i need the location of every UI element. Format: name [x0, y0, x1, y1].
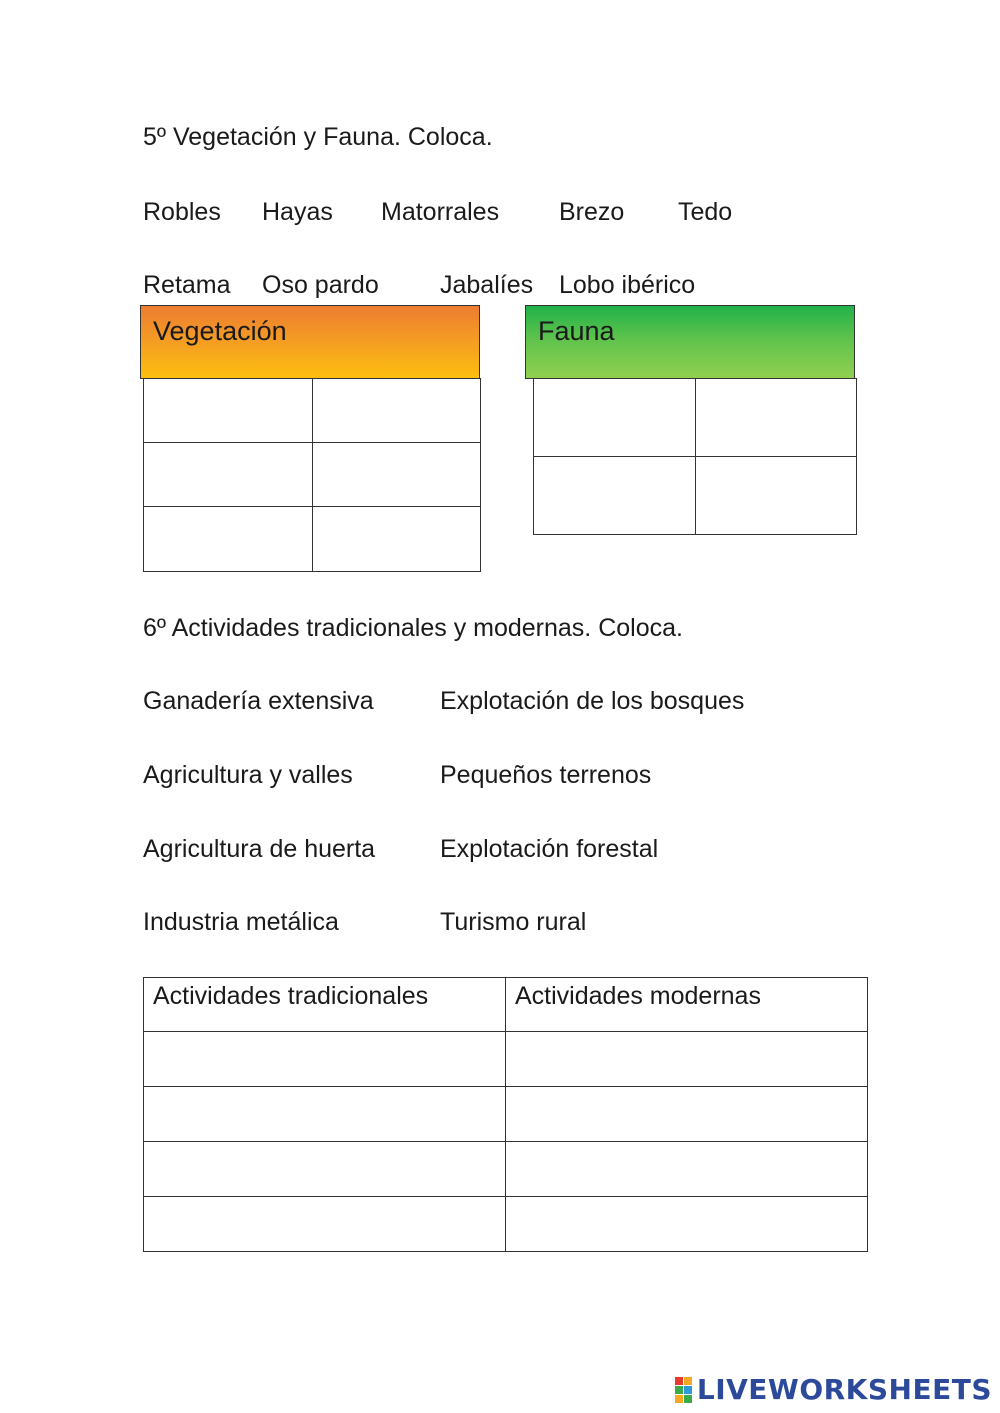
activity-agricultura-valles[interactable]: Agricultura y valles	[143, 761, 353, 789]
activity-pequenos-terrenos[interactable]: Pequeños terrenos	[440, 761, 652, 789]
traditional-drop-cell[interactable]	[144, 1032, 506, 1087]
liveworksheets-icon	[675, 1377, 692, 1403]
activity-explotacion-bosques[interactable]: Explotación de los bosques	[440, 687, 745, 715]
traditional-drop-cell[interactable]	[144, 1197, 506, 1252]
word-jabalies[interactable]: Jabalíes	[440, 271, 534, 299]
word-brezo[interactable]: Brezo	[559, 198, 625, 226]
fauna-drop-cell[interactable]	[696, 457, 857, 535]
modern-drop-cell[interactable]	[506, 1197, 868, 1252]
vegetation-drop-cell[interactable]	[313, 443, 481, 507]
word-oso-pardo[interactable]: Oso pardo	[262, 271, 379, 299]
section6-title: 6º Actividades tradicionales y modernas. Coloca.	[143, 614, 683, 642]
vegetation-drop-cell[interactable]	[144, 443, 313, 507]
liveworksheets-wordmark: LIVEWORKSHEETS	[696, 1373, 992, 1406]
section5-title: 5º Vegetación y Fauna. Coloca.	[143, 123, 493, 151]
vegetation-drop-cell[interactable]	[144, 379, 313, 443]
modern-drop-cell[interactable]	[506, 1087, 868, 1142]
vegetation-drop-cell[interactable]	[313, 507, 481, 572]
word-lobo-iberico[interactable]: Lobo ibérico	[559, 271, 696, 299]
fauna-drop-cell[interactable]	[696, 379, 857, 457]
traditional-drop-cell[interactable]	[144, 1142, 506, 1197]
modern-activities-header: Actividades modernas	[506, 978, 868, 1032]
modern-drop-cell[interactable]	[506, 1032, 868, 1087]
word-tedo[interactable]: Tedo	[678, 198, 733, 226]
activity-explotacion-forestal[interactable]: Explotación forestal	[440, 835, 659, 863]
traditional-drop-cell[interactable]	[144, 1087, 506, 1142]
word-matorrales[interactable]: Matorrales	[381, 198, 500, 226]
fauna-header: Fauna	[525, 305, 855, 379]
vegetation-header: Vegetación	[140, 305, 480, 379]
activity-turismo-rural[interactable]: Turismo rural	[440, 908, 587, 936]
modern-drop-cell[interactable]	[506, 1142, 868, 1197]
fauna-drop-cell[interactable]	[534, 457, 696, 535]
activity-agricultura-huerta[interactable]: Agricultura de huerta	[143, 835, 376, 863]
activities-table	[143, 977, 868, 1252]
fauna-drop-cell[interactable]	[534, 379, 696, 457]
word-retama[interactable]: Retama	[143, 271, 231, 299]
word-hayas[interactable]: Hayas	[262, 198, 333, 226]
fauna-answer-grid	[533, 378, 857, 535]
traditional-activities-header: Actividades tradicionales	[144, 978, 506, 1032]
word-robles[interactable]: Robles	[143, 198, 221, 226]
activity-ganaderia-extensiva[interactable]: Ganadería extensiva	[143, 687, 374, 715]
vegetation-answer-grid	[143, 378, 481, 572]
activity-industria-metalica[interactable]: Industria metálica	[143, 908, 339, 936]
vegetation-drop-cell[interactable]	[313, 379, 481, 443]
liveworksheets-logo	[675, 1373, 992, 1406]
vegetation-drop-cell[interactable]	[144, 507, 313, 572]
